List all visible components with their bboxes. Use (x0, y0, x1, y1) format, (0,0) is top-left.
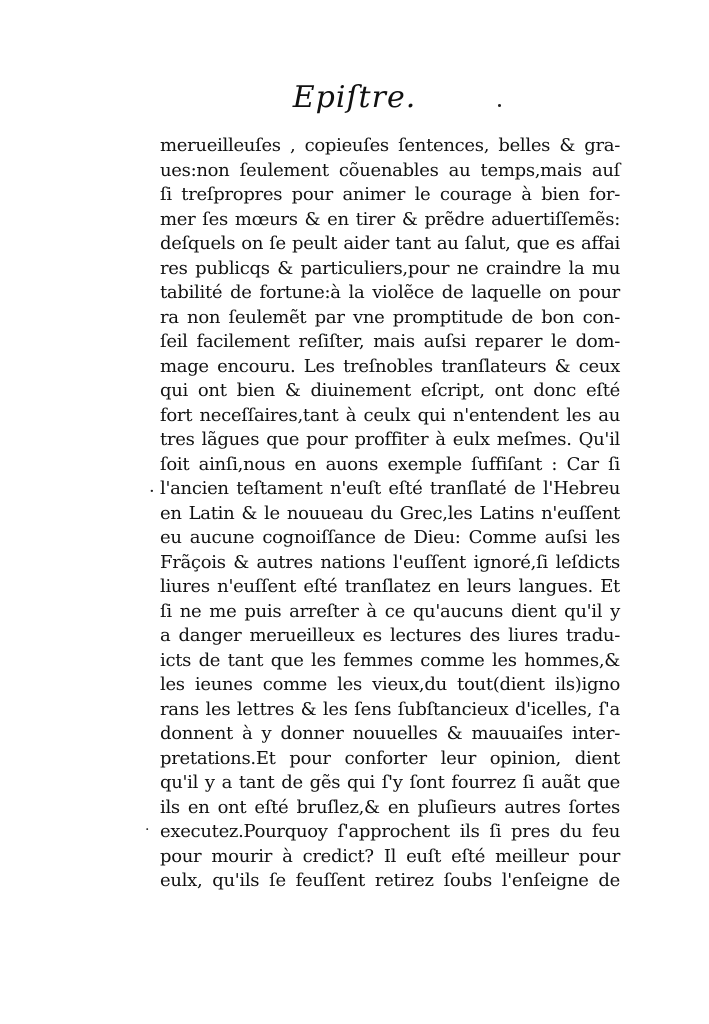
margin-mark: · (149, 481, 155, 502)
text-line: pretations.Et pour conforter leur opinion, dient (160, 747, 620, 769)
text-line: tabilité de fortune:à la violẽce de laquelle on pour (160, 282, 620, 303)
text-line: mage encouru. Les treſnobles tranſlateurs & ceux (160, 355, 620, 377)
running-head: Epiſtre. (292, 80, 417, 115)
text-line: merueilleuſes , copieuſes ſentences, belles & gra- (160, 135, 620, 156)
text-line: en Latin & le nouueau du Grec,les Latins n'euſſent (160, 502, 620, 524)
text-line: ils en ont eſté bruſlez,& en pluſieurs autres ſortes (160, 796, 620, 818)
text-line: eulx, qu'ils ſe feuſſent retirez ſoubs l'enſeigne de (160, 870, 620, 891)
text-line: deſquels on ſe peult aider tant au ſalut, que es affai (160, 233, 620, 254)
text-line: l'ancien teſtament n'euſt eſté tranſlaté de l'Hebreu (160, 478, 620, 499)
text-line: fort neceſſaires,tant à ceulx qui n'entendent les au (160, 404, 620, 426)
text-line: qu'il y a tant de gẽs qui ſ'y ſont fourrez ſi auãt que (160, 772, 620, 793)
text-line: ſi ne me puis arreſter à ce qu'aucuns dient qu'il y (160, 600, 620, 622)
text-line: donnent à y donner nouuelles & mauuaiſes inter- (160, 723, 620, 744)
ink-speck (498, 104, 501, 107)
text-line: ra non ſeulemẽt par vne promptitude de bon con- (160, 306, 620, 328)
text-line: pour mourir à credict? Il euſt eſté meilleur pour (160, 845, 620, 867)
text-line: ſoit ainſi,nous en auons exemple ſuffiſant : Car ſi (160, 453, 620, 475)
text-line: a danger merueilleux es lectures des liures tradu- (160, 625, 620, 646)
text-line: eu aucune cognoiſſance de Dieu: Comme auſsi les (160, 527, 620, 548)
text-line: rans les lettres & les ſens ſubſtancieux d'icelles, ſ'a (160, 698, 620, 720)
text-line: res publicqs & particuliers,pour ne craindre la mu (160, 257, 620, 279)
text-line: ſi treſpropres pour animer le courage à bien for- (160, 184, 620, 205)
text-line: mer ſes mœurs & en tirer & prẽdre aduertiſſemẽs: (160, 208, 620, 230)
text-line: Frãçois & autres nations l'euſſent ignoré,ſi leſdicts (160, 551, 620, 573)
text-line: qui ont bien & diuinement eſcript, ont donc eſté (160, 380, 620, 401)
body-text (160, 134, 620, 894)
text-line: ſeil facilement reſiſter, mais auſsi reparer le dom- (160, 331, 620, 352)
text-line: ues:non ſeulement cõuenables au temps,mais auſ (160, 159, 620, 181)
text-line: les ieunes comme les vieux,du tout(dient ils)igno (160, 674, 620, 695)
text-line: icts de tant que les femmes comme les hommes,& (160, 649, 620, 671)
margin-speck: · (145, 822, 150, 838)
text-line: executez.Pourquoy ſ'approchent ils ſi pres du feu (160, 821, 620, 842)
text-line: liures n'euſſent eſté tranſlatez en leurs langues. Et (160, 576, 620, 597)
text-line: tres lãgues que pour proffiter à eulx meſmes. Qu'il (160, 429, 620, 450)
